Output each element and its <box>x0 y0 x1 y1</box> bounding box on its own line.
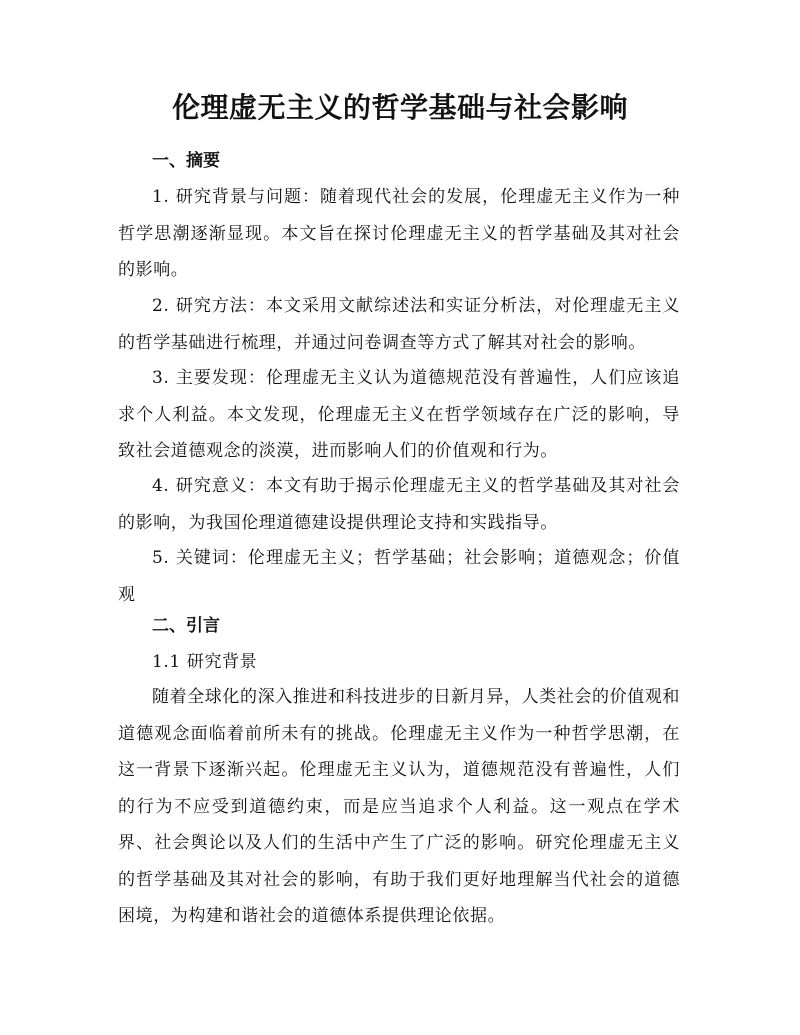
section-heading-abstract: 一、摘要 <box>152 151 220 171</box>
abstract-paragraph-2: 2. 研究方法：本文采用文献综述法和实证分析法，对伦理虚无主义的哲学基础进行梳理，并通过问卷调查等方式了解其对社会的影响。 <box>118 296 680 353</box>
abstract-paragraph-3: 3. 主要发现：伦理虚无主义认为道德规范没有普遍性，人们应该追求个人利益。本文发现，伦理虚无主义在哲学领域存在广泛的影响，导致社会道德观念的淡漠，进而影响人们的价值观和行为。 <box>118 368 680 461</box>
abstract-paragraph-4: 4. 研究意义：本文有助于揭示伦理虚无主义的哲学基础及其对社会的影响，为我国伦理道德建设提供理论支持和实践指导。 <box>118 476 680 533</box>
section-heading-introduction: 二、引言 <box>152 616 220 636</box>
abstract-paragraph-1: 1. 研究背景与问题：随着现代社会的发展，伦理虚无主义作为一种哲学思潮逐渐显现。本文旨在探讨伦理虚无主义的哲学基础及其对社会的影响。 <box>118 187 680 280</box>
introduction-paragraph-1: 随着全球化的深入推进和科技进步的日新月异，人类社会的价值观和道德观念面临着前所未有的挑战。伦理虚无主义作为一种哲学思潮，在这一背景下逐渐兴起。伦理虚无主义认为，道德规范没有普遍性，人们的行为不应受到道德约束，而是应当追求个人利益。这一观点在学术界、社会舆论以及人们的生活中产生了广泛的影响。研究伦理虚无主义的哲学基础及其对社会的影响，有助于我们更好地理解当代社会的道德困境，为构建和谐社会的道德体系提供理论依据。 <box>118 687 680 926</box>
abstract-paragraph-5-keywords: 5. 关键词：伦理虚无主义；哲学基础；社会影响；道德观念；价值观 <box>118 548 680 605</box>
subsection-heading-research-background: 1.1 研究背景 <box>152 652 258 672</box>
document-title: 伦理虚无主义的哲学基础与社会影响 <box>171 91 628 124</box>
